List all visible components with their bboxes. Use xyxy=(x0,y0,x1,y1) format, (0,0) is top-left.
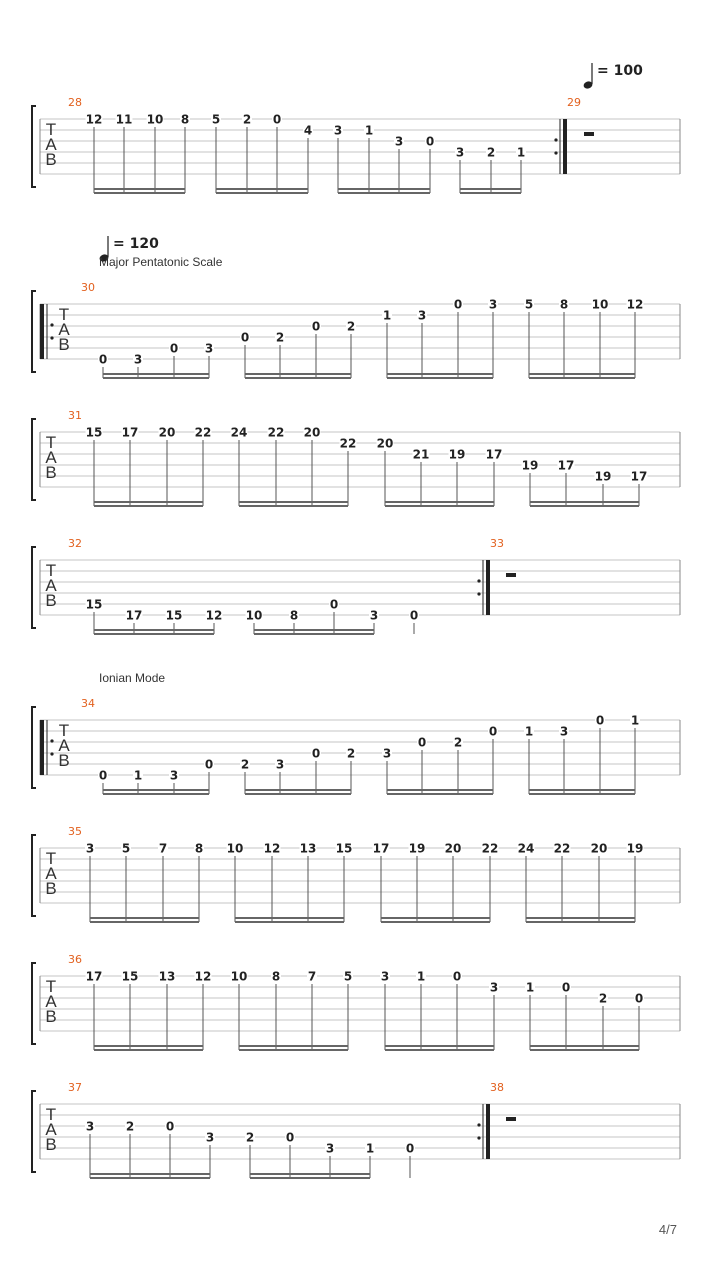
fret-number: 1 xyxy=(365,1141,375,1156)
fret-number: 0 xyxy=(204,757,214,772)
tab-clef-letter: T xyxy=(45,433,57,452)
fret-number: 17 xyxy=(630,469,648,484)
beam-sixteenth xyxy=(385,505,494,507)
beam-eighth xyxy=(90,1173,210,1175)
beam-eighth xyxy=(239,1045,348,1047)
beam-sixteenth xyxy=(254,633,374,635)
beam-eighth xyxy=(387,373,493,375)
fret-number: 0 xyxy=(240,330,250,345)
fret-number: 2 xyxy=(598,991,608,1006)
fret-number: 1 xyxy=(364,123,374,138)
staff-system xyxy=(32,96,680,194)
tab-clef-letter: B xyxy=(45,879,57,898)
beam-eighth xyxy=(526,917,635,919)
measure-number: 33 xyxy=(490,537,504,550)
system-bracket xyxy=(32,419,36,500)
tab-clef-letter: T xyxy=(45,849,57,868)
tab-clef-letter: T xyxy=(58,305,70,324)
fret-number: 17 xyxy=(485,447,503,462)
fret-number: 0 xyxy=(98,768,108,783)
system-bracket xyxy=(32,963,36,1044)
system-bracket xyxy=(32,835,36,916)
fret-number: 0 xyxy=(169,341,179,356)
measure-number: 35 xyxy=(68,825,82,838)
fret-number: 3 xyxy=(559,724,569,739)
half-rest xyxy=(506,1117,516,1121)
repeat-dot xyxy=(50,323,53,326)
fret-number: 2 xyxy=(486,145,496,160)
fret-number: 0 xyxy=(453,297,463,312)
repeat-dot xyxy=(477,1123,480,1126)
fret-number: 11 xyxy=(115,112,133,127)
fret-number: 19 xyxy=(594,469,612,484)
beam-sixteenth xyxy=(239,1049,348,1051)
repeat-end-thick-bar xyxy=(486,1104,490,1159)
fret-number: 3 xyxy=(205,1130,215,1145)
beam-sixteenth xyxy=(530,505,639,507)
beam-sixteenth xyxy=(103,377,209,379)
fret-number: 3 xyxy=(275,757,285,772)
fret-number: 8 xyxy=(559,297,569,312)
beam-eighth xyxy=(381,917,490,919)
tab-clef-letter: T xyxy=(58,721,70,740)
fret-number: 3 xyxy=(85,1119,95,1134)
fret-number: 0 xyxy=(311,746,321,761)
beam-sixteenth xyxy=(526,921,635,923)
fret-number: 7 xyxy=(307,969,317,984)
fret-number: 19 xyxy=(626,841,644,856)
fret-number: 5 xyxy=(121,841,131,856)
repeat-end-thick-bar xyxy=(563,119,567,174)
fret-number: 0 xyxy=(634,991,644,1006)
beam-eighth xyxy=(460,188,521,190)
fret-number: 3 xyxy=(455,145,465,160)
fret-number: 15 xyxy=(121,969,139,984)
beam-sixteenth xyxy=(250,1177,370,1179)
measure-number: 38 xyxy=(490,1081,504,1094)
beam-sixteenth xyxy=(338,192,430,194)
fret-number: 1 xyxy=(416,969,426,984)
beam-eighth xyxy=(254,629,374,631)
fret-number: 22 xyxy=(194,425,212,440)
tab-clef-letter: B xyxy=(45,1007,57,1026)
fret-number: 12 xyxy=(263,841,281,856)
fret-number: 2 xyxy=(240,757,250,772)
fret-number: 0 xyxy=(595,713,605,728)
beam-eighth xyxy=(529,789,635,791)
fret-number: 3 xyxy=(380,969,390,984)
half-rest xyxy=(506,573,516,577)
beam-eighth xyxy=(387,789,493,791)
beam-sixteenth xyxy=(387,793,493,795)
fret-number: 0 xyxy=(285,1130,295,1145)
measure-number: 32 xyxy=(68,537,82,550)
measure-number: 29 xyxy=(567,96,581,109)
measure-number: 34 xyxy=(81,697,95,710)
beam-eighth xyxy=(530,501,639,503)
fret-number: 17 xyxy=(125,608,143,623)
fret-number: 2 xyxy=(275,330,285,345)
fret-number: 3 xyxy=(488,297,498,312)
fret-number: 5 xyxy=(211,112,221,127)
measure-number: 31 xyxy=(68,409,82,422)
fret-number: 0 xyxy=(98,352,108,367)
fret-number: 5 xyxy=(343,969,353,984)
fret-number: 0 xyxy=(409,608,419,623)
fret-number: 1 xyxy=(516,145,526,160)
beam-sixteenth xyxy=(530,1049,639,1051)
fret-number: 3 xyxy=(204,341,214,356)
fret-number: 12 xyxy=(194,969,212,984)
tab-clef-letter: A xyxy=(45,576,57,595)
staff-system xyxy=(32,1081,680,1179)
beam-sixteenth xyxy=(94,1049,203,1051)
fret-number: 8 xyxy=(271,969,281,984)
fret-number: 2 xyxy=(453,735,463,750)
tab-clef-letter: A xyxy=(45,992,57,1011)
fret-number: 0 xyxy=(488,724,498,739)
beam-sixteenth xyxy=(94,192,185,194)
tab-clef-letter: T xyxy=(45,1105,57,1124)
system-bracket xyxy=(32,1091,36,1172)
fret-number: 17 xyxy=(557,458,575,473)
fret-number: 0 xyxy=(329,597,339,612)
beam-eighth xyxy=(250,1173,370,1175)
fret-number: 20 xyxy=(303,425,321,440)
beam-eighth xyxy=(94,629,214,631)
repeat-end-thick-bar xyxy=(486,560,490,615)
staff-system xyxy=(32,537,680,635)
beam-eighth xyxy=(103,373,209,375)
measure-number: 36 xyxy=(68,953,82,966)
fret-number: 19 xyxy=(448,447,466,462)
page-number: 4/7 xyxy=(658,1222,677,1237)
fret-number: 15 xyxy=(85,425,103,440)
system-bracket xyxy=(32,547,36,628)
fret-number: 3 xyxy=(489,980,499,995)
fret-number: 2 xyxy=(346,746,356,761)
fret-number: 10 xyxy=(226,841,244,856)
beam-eighth xyxy=(338,188,430,190)
beam-eighth xyxy=(103,789,209,791)
fret-number: 19 xyxy=(521,458,539,473)
repeat-start-thick-bar xyxy=(40,720,44,775)
fret-number: 3 xyxy=(394,134,404,149)
fret-number: 2 xyxy=(346,319,356,334)
fret-number: 0 xyxy=(165,1119,175,1134)
repeat-dot xyxy=(50,336,53,339)
tab-clef-letter: T xyxy=(45,120,57,139)
beam-eighth xyxy=(216,188,308,190)
section-label: Ionian Mode xyxy=(99,671,166,685)
fret-number: 3 xyxy=(382,746,392,761)
fret-number: 3 xyxy=(169,768,179,783)
tab-clef-letter: A xyxy=(45,1120,57,1139)
fret-number: 8 xyxy=(289,608,299,623)
tab-clef-letter: B xyxy=(45,463,57,482)
fret-number: 12 xyxy=(626,297,644,312)
fret-number: 2 xyxy=(242,112,252,127)
tab-clef-letter: B xyxy=(45,150,57,169)
tab-clef-letter: T xyxy=(45,977,57,996)
beam-sixteenth xyxy=(245,377,351,379)
fret-number: 17 xyxy=(372,841,390,856)
fret-number: 17 xyxy=(85,969,103,984)
fret-number: 0 xyxy=(425,134,435,149)
beam-eighth xyxy=(94,1045,203,1047)
tab-clef-letter: B xyxy=(45,1135,57,1154)
beam-eighth xyxy=(245,789,351,791)
staff-system xyxy=(32,281,680,379)
fret-number: 1 xyxy=(524,724,534,739)
beam-sixteenth xyxy=(460,192,521,194)
beam-eighth xyxy=(94,501,203,503)
tempo-value: = 120 xyxy=(113,236,159,252)
beam-eighth xyxy=(245,373,351,375)
tab-clef-letter: A xyxy=(45,135,57,154)
fret-number: 0 xyxy=(311,319,321,334)
fret-number: 15 xyxy=(85,597,103,612)
fret-number: 13 xyxy=(299,841,317,856)
system-bracket xyxy=(32,291,36,372)
fret-number: 3 xyxy=(369,608,379,623)
beam-eighth xyxy=(235,917,344,919)
beam-eighth xyxy=(94,188,185,190)
staff-system xyxy=(32,409,680,507)
tempo-value: = 100 xyxy=(597,63,643,79)
staff-system xyxy=(32,953,680,1051)
fret-number: 8 xyxy=(194,841,204,856)
fret-number: 24 xyxy=(517,841,535,856)
fret-number: 10 xyxy=(591,297,609,312)
tempo-marking xyxy=(583,63,644,90)
beam-sixteenth xyxy=(245,793,351,795)
tab-clef-letter: B xyxy=(58,335,70,354)
fret-number: 1 xyxy=(525,980,535,995)
beam-sixteenth xyxy=(387,377,493,379)
fret-number: 3 xyxy=(85,841,95,856)
repeat-start-thick-bar xyxy=(40,304,44,359)
system-bracket xyxy=(32,707,36,788)
repeat-dot xyxy=(50,752,53,755)
repeat-dot xyxy=(477,592,480,595)
beam-eighth xyxy=(385,1045,494,1047)
beam-sixteenth xyxy=(90,921,199,923)
fret-number: 12 xyxy=(205,608,223,623)
fret-number: 1 xyxy=(382,308,392,323)
section-label: Major Pentatonic Scale xyxy=(99,255,223,269)
fret-number: 12 xyxy=(85,112,103,127)
beam-sixteenth xyxy=(94,505,203,507)
beam-sixteenth xyxy=(385,1049,494,1051)
fret-number: 0 xyxy=(405,1141,415,1156)
beam-sixteenth xyxy=(529,377,635,379)
fret-number: 5 xyxy=(524,297,534,312)
measure-number: 28 xyxy=(68,96,82,109)
fret-number: 0 xyxy=(417,735,427,750)
fret-number: 1 xyxy=(133,768,143,783)
tab-clef-letter: A xyxy=(58,320,70,339)
beam-sixteenth xyxy=(216,192,308,194)
beam-eighth xyxy=(385,501,494,503)
fret-number: 8 xyxy=(180,112,190,127)
fret-number: 19 xyxy=(408,841,426,856)
fret-number: 1 xyxy=(630,713,640,728)
tab-clef-letter: B xyxy=(58,751,70,770)
beam-sixteenth xyxy=(103,793,209,795)
beam-sixteenth xyxy=(235,921,344,923)
beam-sixteenth xyxy=(94,633,214,635)
fret-number: 20 xyxy=(590,841,608,856)
fret-number: 22 xyxy=(267,425,285,440)
repeat-dot xyxy=(477,1136,480,1139)
staff-system xyxy=(32,825,680,923)
fret-number: 22 xyxy=(339,436,357,451)
beam-eighth xyxy=(529,373,635,375)
tab-clef-letter: B xyxy=(45,591,57,610)
measure-number: 30 xyxy=(81,281,95,294)
fret-number: 15 xyxy=(335,841,353,856)
fret-number: 21 xyxy=(412,447,430,462)
fret-number: 10 xyxy=(245,608,263,623)
beam-sixteenth xyxy=(529,793,635,795)
fret-number: 3 xyxy=(325,1141,335,1156)
beam-eighth xyxy=(239,501,348,503)
fret-number: 20 xyxy=(158,425,176,440)
fret-number: 13 xyxy=(158,969,176,984)
fret-number: 10 xyxy=(146,112,164,127)
system-bracket xyxy=(32,106,36,187)
fret-number: 22 xyxy=(481,841,499,856)
tab-clef-letter: A xyxy=(45,448,57,467)
fret-number: 0 xyxy=(561,980,571,995)
repeat-dot xyxy=(50,739,53,742)
staff-system xyxy=(32,697,680,795)
fret-number: 17 xyxy=(121,425,139,440)
fret-number: 3 xyxy=(133,352,143,367)
beam-sixteenth xyxy=(381,921,490,923)
beam-eighth xyxy=(90,917,199,919)
fret-number: 20 xyxy=(444,841,462,856)
beam-sixteenth xyxy=(90,1177,210,1179)
fret-number: 20 xyxy=(376,436,394,451)
repeat-dot xyxy=(554,151,557,154)
half-rest xyxy=(584,132,594,136)
fret-number: 4 xyxy=(303,123,313,138)
fret-number: 0 xyxy=(272,112,282,127)
fret-number: 2 xyxy=(125,1119,135,1134)
fret-number: 2 xyxy=(245,1130,255,1145)
fret-number: 7 xyxy=(158,841,168,856)
beam-sixteenth xyxy=(239,505,348,507)
tab-clef-letter: A xyxy=(45,864,57,883)
measure-number: 37 xyxy=(68,1081,82,1094)
repeat-dot xyxy=(554,138,557,141)
fret-number: 3 xyxy=(417,308,427,323)
repeat-dot xyxy=(477,579,480,582)
fret-number: 24 xyxy=(230,425,248,440)
fret-number: 22 xyxy=(553,841,571,856)
beam-eighth xyxy=(530,1045,639,1047)
tab-clef-letter: T xyxy=(45,561,57,580)
tab-clef-letter: A xyxy=(58,736,70,755)
fret-number: 0 xyxy=(452,969,462,984)
fret-number: 3 xyxy=(333,123,343,138)
fret-number: 15 xyxy=(165,608,183,623)
fret-number: 10 xyxy=(230,969,248,984)
